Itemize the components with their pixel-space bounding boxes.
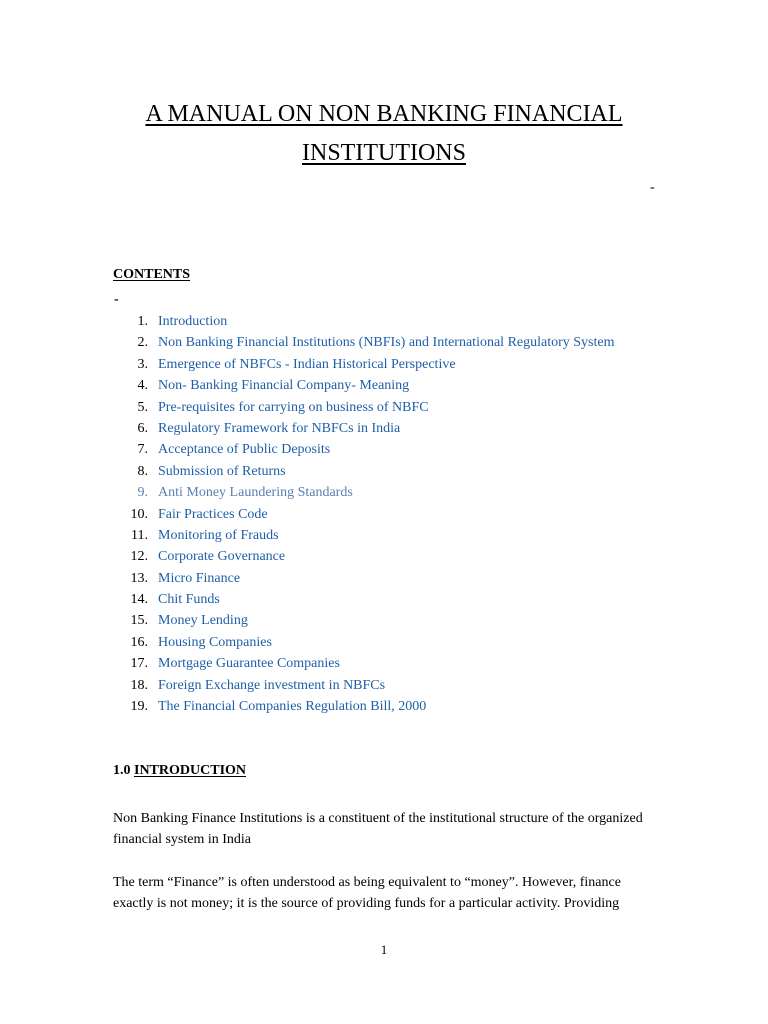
toc-link-pre-requisites[interactable]: Pre-requisites for carrying on business of NBFC — [158, 399, 429, 415]
toc-item-number: 9. — [137, 485, 148, 501]
toc-link-regulatory-framework[interactable]: Regulatory Framework for NBFCs in India — [158, 420, 401, 436]
toc-link-micro-finance[interactable]: Micro Finance — [158, 570, 241, 586]
toc-link-regulation-bill-2000[interactable]: The Financial Companies Regulation Bill, 2000 — [158, 699, 427, 715]
toc-link-money-lending[interactable]: Money Lending — [158, 613, 248, 629]
toc-link-emergence-of-nbfcs[interactable]: Emergence of NBFCs - Indian Historical Perspective — [158, 356, 456, 372]
toc-link-nbfis-international-regulatory[interactable]: Non Banking Financial Institutions (NBFIs) and International Regulatory System — [158, 335, 615, 351]
body-paragraph: Non Banking Finance Institutions is a constituent of the institutional structure of the organized financial system in India — [113, 811, 643, 847]
toc-item-number: 11. — [131, 527, 148, 543]
toc-item-number: 18. — [130, 677, 148, 693]
toc-item-number: 10. — [130, 506, 148, 522]
toc-link-submission-of-returns[interactable]: Submission of Returns — [158, 463, 286, 479]
document-title-line-1: A MANUAL ON NON BANKING FINANCIAL — [145, 101, 623, 127]
toc-link-foreign-exchange[interactable]: Foreign Exchange investment in NBFCs — [158, 677, 386, 693]
toc-link-introduction[interactable]: Introduction — [158, 314, 228, 329]
section-title: INTRODUCTION — [134, 763, 247, 778]
toc-link-nbfc-meaning[interactable]: Non- Banking Financial Company- Meaning — [158, 378, 410, 394]
toc-item-number: 7. — [137, 442, 148, 458]
toc-item-number: 17. — [130, 656, 148, 672]
toc-item-number: 4. — [137, 378, 148, 394]
toc-item-number: 5. — [137, 399, 148, 415]
toc-link-mortgage-guarantee[interactable]: Mortgage Guarantee Companies — [158, 656, 340, 672]
document-title-line-2: INSTITUTIONS — [302, 140, 466, 166]
toc-link-monitoring-of-frauds[interactable]: Monitoring of Frauds — [158, 527, 279, 543]
toc-link-fair-practices-code[interactable]: Fair Practices Code — [158, 506, 268, 522]
toc-item-number: 16. — [130, 634, 148, 650]
section-heading — [113, 763, 246, 779]
contents-heading: CONTENTS — [113, 267, 191, 282]
toc-item-number: 19. — [130, 699, 148, 715]
toc-item-number: 15. — [130, 613, 148, 629]
toc-item-number: 8. — [137, 463, 148, 479]
stray-dash-right: - — [650, 180, 655, 195]
toc-link-public-deposits[interactable]: Acceptance of Public Deposits — [158, 442, 331, 458]
toc-item-number: 2. — [137, 335, 148, 351]
toc-item-number: 13. — [130, 570, 148, 586]
toc-link-chit-funds[interactable]: Chit Funds — [158, 592, 220, 608]
toc-link-corporate-governance[interactable]: Corporate Governance — [158, 549, 286, 565]
stray-dash-left: - — [114, 292, 119, 307]
toc-link-housing-companies[interactable]: Housing Companies — [158, 634, 272, 650]
toc-item-number: 14. — [130, 592, 148, 608]
toc-item-number: 6. — [137, 420, 148, 436]
body-paragraph: The term “Finance” is often understood as being equivalent to “money”. However, finance exactly is not money; it is the source of providing funds for a particular activity. Providing — [113, 875, 621, 911]
page-number: 1 — [380, 942, 388, 957]
toc-item-number: 1. — [137, 314, 148, 329]
section-number: 1.0 — [113, 763, 131, 778]
toc-link-anti-money-laundering[interactable]: Anti Money Laundering Standards — [158, 485, 353, 501]
toc-item-number: 12. — [130, 549, 148, 565]
toc-item-number: 3. — [137, 356, 148, 372]
